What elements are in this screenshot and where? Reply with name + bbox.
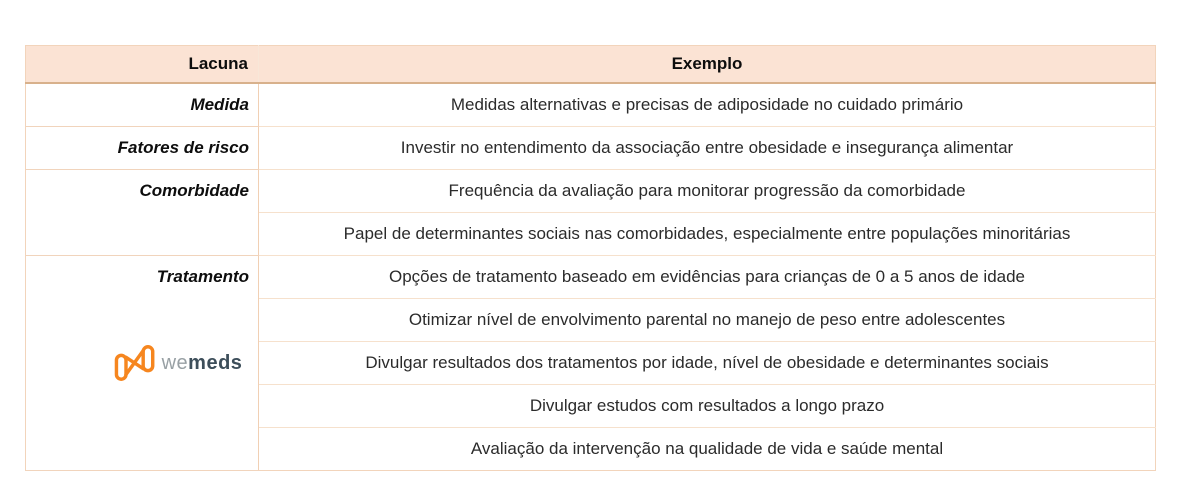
example-cell: Divulgar estudos com resultados a longo prazo bbox=[259, 385, 1156, 428]
table-row bbox=[26, 256, 1156, 299]
category-cell-fatores-de-risco: Fatores de risco bbox=[26, 127, 259, 170]
example-cell: Papel de determinantes sociais nas comorbidades, especialmente entre populações minoritárias bbox=[259, 213, 1156, 256]
category-label: Tratamento bbox=[156, 267, 249, 286]
example-cell: Medidas alternativas e precisas de adiposidade no cuidado primário bbox=[259, 83, 1156, 127]
example-cell: Avaliação da intervenção na qualidade de vida e saúde mental bbox=[470, 439, 944, 458]
lacuna-exemplo-table bbox=[25, 45, 1156, 471]
header-lacuna: Lacuna bbox=[26, 46, 259, 84]
example-cell: Frequência da avaliação para monitorar progressão da comorbidade bbox=[259, 170, 1156, 213]
example-cell: Divulgar resultados dos tratamentos por idade, nível de obesidade e determinantes sociais bbox=[259, 342, 1156, 385]
wemeds-logo-icon bbox=[114, 343, 156, 383]
example-cell: Investir no entendimento da associação entre obesidade e insegurança alimentar bbox=[259, 127, 1156, 170]
table-row bbox=[26, 127, 1156, 170]
wemeds-logo-text-we: we bbox=[161, 351, 189, 374]
category-cell-comorbidade bbox=[26, 170, 259, 256]
header-row bbox=[26, 46, 1156, 84]
category-label: Comorbidade bbox=[139, 181, 249, 200]
table-row bbox=[26, 83, 1156, 127]
lacuna-exemplo-table-container bbox=[25, 45, 1155, 471]
wemeds-logo-text bbox=[162, 352, 243, 375]
table-row bbox=[26, 170, 1156, 213]
category-cell-tratamento bbox=[26, 256, 259, 471]
header-exemplo: Exemplo bbox=[259, 46, 1156, 84]
category-cell-medida: Medida bbox=[26, 83, 259, 127]
example-cell: Otimizar nível de envolvimento parental no manejo de peso entre adolescentes bbox=[259, 299, 1156, 342]
wemeds-logo bbox=[114, 343, 243, 383]
example-cell: Opções de tratamento baseado em evidências para crianças de 0 a 5 anos de idade bbox=[259, 256, 1156, 299]
wemeds-logo-text-meds: meds bbox=[188, 351, 243, 374]
